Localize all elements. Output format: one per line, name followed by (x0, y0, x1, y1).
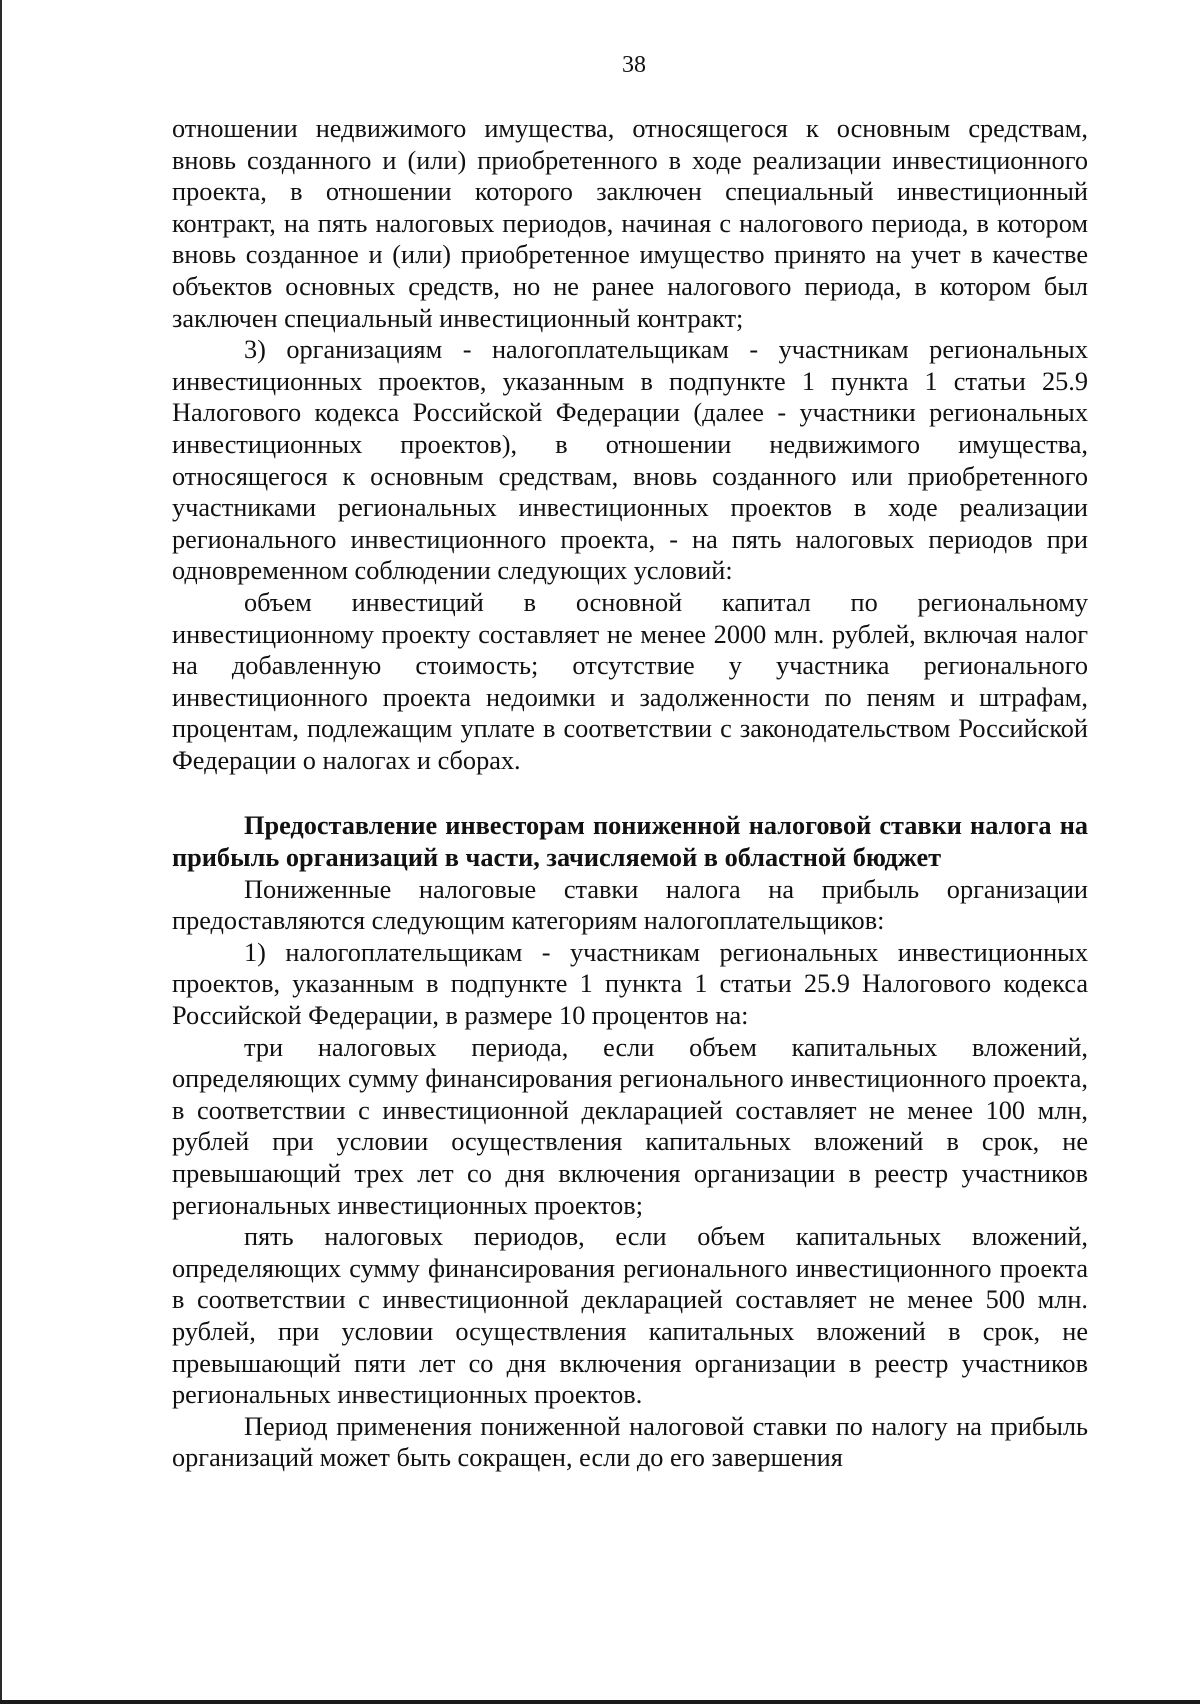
paragraph-three-periods: три налоговых периода, если объем капитальных вложений, определяющих сумму финансирования регионального инвестиционного проекта, в соответствии с инвестиционной декларацией составляет не менее 100 млн, рублей при условии осуществления капитальных вложений в срок, не превышающий трех лет со дня включения организации в реестр участников региональных инвестиционных проектов; (172, 1032, 1088, 1220)
page-number: 38 (622, 52, 646, 78)
section-heading: Предоставление инвесторам пониженной налоговой ставки налога на прибыль организаций в части, зачисляемой в областной бюджет (172, 811, 1088, 873)
paragraph-item-3: 3) организациям - налогоплательщикам - участникам региональных инвестиционных проектов, указанным в подпункте 1 пункта 1 статьи 25.9 Налогового кодекса Российской Федерации (далее - участники региональных инвестиционных проектов), в отношении недвижимого имущества, относящегося к основным средствам, вновь созданного или приобретенного участниками региональных инвестиционных проектов в ходе реализации регионального инвестиционного проекта, - на пять налоговых периодов при одновременном соблюдении следующих условий: (172, 335, 1088, 586)
paragraph-continuation: отношении недвижимого имущества, относящегося к основным средствам, вновь созданного и (или) приобретенного в ходе реализации инвестиционного проекта, в отношении которого заключен специальный инвестиционный контракт, на пять налоговых периодов, начиная с налогового периода, в котором вновь созданное и (или) приобретенное имущество принято на учет в качестве объектов основных средств, но не ранее налогового периода, в котором был заключен специальный инвестиционный контракт; (172, 114, 1088, 333)
paragraph-period-application: Период применения пониженной налоговой ставки по налогу на прибыль организаций может быть сокращен, если до его завершения (172, 1411, 1088, 1473)
document-body (172, 113, 1088, 1474)
paragraph-reduced-rates: Пониженные налоговые ставки налога на прибыль организации предоставляются следующим категориям налогоплательщиков: (172, 874, 1088, 936)
scan-left-edge (0, 0, 2, 1704)
paragraph-five-periods: пять налоговых периодов, если объем капитальных вложений, определяющих сумму финансирования регионального инвестиционного проекта в соответствии с инвестиционной декларацией составляет не менее 500 млн. рублей, при условии осуществления капитальных вложений в срок, не превышающий пяти лет со дня включения организации в реестр участников региональных инвестиционных проектов. (172, 1222, 1088, 1410)
paragraph-item-1: 1) налогоплательщикам - участникам региональных инвестиционных проектов, указанным в подпункте 1 пункта 1 статьи 25.9 Налогового кодекса Российской Федерации, в размере 10 процентов на: (172, 937, 1088, 1031)
paragraph-conditions: объем инвестиций в основной капитал по региональному инвестиционному проекту составляет не менее 2000 млн. рублей, включая налог на добавленную стоимость; отсутствие у участника регионального инвестиционного проекта недоимки и задолженности по пеням и штрафам, процентам, подлежащим уплате в соответствии с законодательством Российской Федерации о налогах и сборах. (172, 587, 1088, 775)
scan-bottom-edge (0, 1700, 1200, 1704)
